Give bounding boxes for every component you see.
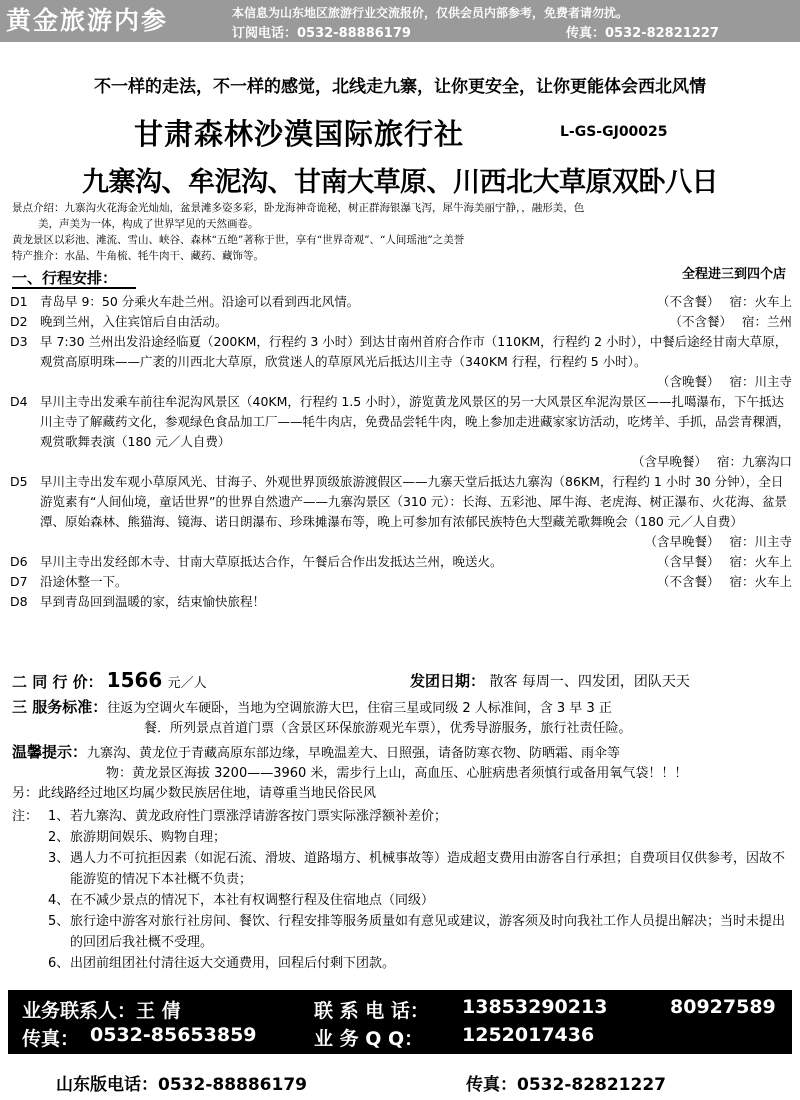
itinerary-heading: 一、行程安排： bbox=[12, 269, 118, 287]
depart-info bbox=[410, 670, 690, 691]
day-meal: （含晚餐） bbox=[656, 374, 720, 389]
itinerary-day bbox=[10, 332, 792, 392]
note-text: 若九寨沟、黄龙政府性门票涨浮请游客按门票实际涨浮额补差价； bbox=[70, 809, 448, 824]
day-number: D1 bbox=[10, 294, 28, 309]
depart-value: 散客 每周一、四发团，团队天天 bbox=[489, 674, 690, 690]
note-text: 遇人力不可抗拒因素（如泥石流、滑坡、道路塌方、机械事故等）造成超支费用由游客自行承担；自费项目仅供参考，因故不能游览的情况下本社概不负责； bbox=[70, 851, 786, 887]
tips-section bbox=[12, 742, 792, 784]
note-number: 2、 bbox=[48, 830, 70, 845]
price-unit: 元／人 bbox=[167, 676, 207, 691]
service-line: 往返为空调火车硬卧，当地为空调旅游大巴，住宿三星或同级 2 人标准间，含 3 早 3 正 bbox=[107, 701, 612, 716]
intro-line: 景点介绍：九寨沟火花海金光灿灿，盆景滩多姿多彩，卧龙海神奇诡秘，树正群海银瀑飞泻，犀牛海美丽宁静，，融形美，色 bbox=[12, 202, 585, 214]
note-item bbox=[12, 953, 792, 974]
itinerary-day bbox=[10, 392, 792, 472]
contact-qq-label: 业 务 Q Q： bbox=[314, 1028, 424, 1050]
price-value: 1566 bbox=[106, 668, 163, 692]
note-number: 1、 bbox=[48, 809, 70, 824]
service-heading: 三 服务标准： bbox=[12, 698, 108, 716]
tips-heading: 温馨提示： bbox=[12, 743, 88, 761]
itinerary-day bbox=[10, 292, 792, 312]
note-number: 5、 bbox=[48, 914, 70, 929]
day-meal: （含早晚餐） bbox=[631, 454, 707, 469]
tips-line: 九寨沟、黄龙位于青藏高原东部边缘，早晚温差大、日照强，请备防寒衣物、防晒霜、雨伞等 bbox=[87, 746, 621, 761]
notes-lead: 注： bbox=[12, 809, 39, 824]
day-number: D4 bbox=[10, 394, 28, 409]
note-item bbox=[12, 806, 792, 827]
day-text: 早川主寺出发经郎木寺、甘南大草原抵达合作，午餐后合作出发抵达兰州，晚送火。 bbox=[40, 554, 503, 569]
header-notice: 本信息为山东地区旅游行业交流报价，仅供会员内部参考，免费者请勿扰。 bbox=[232, 6, 629, 20]
footer-fax: 传真：0532-82821227 bbox=[466, 1075, 666, 1095]
agency-license: L-GS-GJ00025 bbox=[560, 124, 668, 140]
day-stay: 宿：火车上 bbox=[729, 554, 792, 569]
day-number: D6 bbox=[10, 554, 28, 569]
heading-underline bbox=[12, 287, 136, 289]
note-number: 6、 bbox=[48, 956, 70, 971]
day-stay: 宿：火车上 bbox=[729, 294, 792, 309]
intro-line: 美，声美为一体，构成了世界罕见的天然画卷。 bbox=[38, 218, 259, 230]
intro-block bbox=[12, 200, 792, 264]
contact-qq: 1252017436 bbox=[462, 1024, 595, 1046]
contact-box bbox=[8, 990, 792, 1054]
service-section bbox=[12, 697, 792, 739]
day-stay: 宿：川主寺 bbox=[729, 374, 792, 389]
contact-fax-label: 传真： bbox=[22, 1028, 80, 1050]
brand-title: 黄金旅游内参 bbox=[6, 6, 169, 35]
price-heading: 二 同 行 价： bbox=[12, 673, 103, 691]
shop-tag: 全程进三到四个店 bbox=[681, 267, 786, 282]
day-meal: （含早晚餐） bbox=[644, 534, 720, 549]
agency-name: 甘肃森林沙漠国际旅行社 bbox=[134, 117, 465, 151]
day-text: 早到青岛回到温暖的家，结束愉快旅程！ bbox=[40, 594, 266, 609]
day-text: 青岛早 9：50 分乘火车赴兰州。沿途可以看到西北风情。 bbox=[40, 294, 360, 309]
day-number: D5 bbox=[10, 474, 28, 489]
day-text: 早川主寺出发乘车前往牟泥沟风景区（40KM，行程约 1.5 小时），游览黄龙风景区的另一大风景区牟泥沟景区——扎噶瀑布，下午抵达川主寺了解藏药文化，参观绿色食品加工厂——牦牛肉店，免费品尝牦牛肉，晚上参加走进藏家家访活动，吃烤羊、手抓，品尝青稞酒，观赏歌舞表演（180 元／人自费） bbox=[40, 394, 791, 449]
footer-phone: 山东版电话：0532-88886179 bbox=[56, 1075, 307, 1095]
day-stay: 宿：川主寺 bbox=[729, 534, 792, 549]
day-number: D2 bbox=[10, 314, 28, 329]
price-section bbox=[12, 668, 207, 692]
day-stay: 宿：九寨沟口 bbox=[716, 454, 792, 469]
note-item bbox=[12, 890, 792, 911]
itinerary-day bbox=[10, 312, 792, 332]
note-number: 4、 bbox=[48, 893, 70, 908]
note-text: 旅行途中游客对旅行社房间、餐饮、行程安排等服务质量如有意见或建议，游客须及时向我社工作人员提出解决；当时未提出的回团后我社概不受理。 bbox=[70, 914, 786, 950]
day-number: D7 bbox=[10, 574, 28, 589]
contact-person: 业务联系人：王 倩 bbox=[22, 1000, 181, 1022]
note-text: 旅游期间娱乐、购物自理； bbox=[70, 830, 227, 845]
itinerary-day bbox=[10, 552, 792, 572]
day-text: 晚到兰州，入住宾馆后自由活动。 bbox=[40, 314, 228, 329]
note-text: 在不减少景点的情况下，本社有权调整行程及住宿地点（同级） bbox=[70, 893, 435, 908]
itinerary-day bbox=[10, 572, 792, 592]
itinerary-list bbox=[10, 292, 792, 612]
customs-note: 另：此线路经过地区均属少数民族居住地，请尊重当地民俗民风 bbox=[12, 786, 377, 801]
tips-line: 物：黄龙景区海拔 3200——3960 米，需步行上山，高血压、心脏病患者须慎行或备用氧气袋！！！ bbox=[106, 766, 688, 781]
contact-phone-2: 80927589 bbox=[670, 996, 776, 1018]
day-meal: （不含餐） bbox=[669, 314, 732, 329]
day-text: 早 7:30 兰州出发沿途经临夏（200KM，行程约 3 小时）到达甘南州首府合作市（110KM，行程约 2 小时），中餐后途经甘南大草原，观赏高原明珠——广袤的川西北大草原，欣赏迷人的草原风光后抵达川主寺（340KM 行程，行程约 5 小时）。 bbox=[40, 334, 788, 369]
day-text: 沿途休整一下。 bbox=[40, 574, 128, 589]
day-meal: （不含餐） bbox=[656, 574, 720, 589]
notes-list bbox=[12, 806, 792, 974]
note-text: 出团前组团社付清往返大交通费用，回程后付剩下团款。 bbox=[70, 956, 396, 971]
contact-fax: 0532-85653859 bbox=[90, 1024, 257, 1046]
itinerary-day bbox=[10, 472, 792, 552]
note-number: 3、 bbox=[48, 851, 70, 866]
slogan: 不一样的走法，不一样的感觉，北线走九寨，让你更安全，让你更能体会西北风情 bbox=[94, 77, 706, 97]
route-title: 九寨沟、牟泥沟、甘南大草原、川西北大草原双卧八日 bbox=[82, 167, 718, 198]
day-number: D3 bbox=[10, 334, 28, 349]
note-item bbox=[12, 848, 792, 890]
itinerary-day bbox=[10, 592, 792, 612]
subscribe-phone: 订阅电话：0532-88886179 bbox=[232, 26, 411, 41]
day-stay: 宿：兰州 bbox=[741, 314, 792, 329]
contact-phone-1: 13853290213 bbox=[462, 996, 608, 1018]
note-item bbox=[12, 827, 792, 848]
header-fax: 传真：0532-82821227 bbox=[566, 26, 719, 41]
day-meal: （含早餐） bbox=[656, 554, 720, 569]
note-item bbox=[12, 911, 792, 953]
day-stay: 宿：火车上 bbox=[729, 574, 792, 589]
day-text: 早川主寺出发车观小草原风光、甘海子、外观世界顶级旅游渡假区——九寨天堂后抵达九寨沟（86KM，行程约 1 小时 30 分钟），全日游览素有“人间仙境，童话世界”的世界自然遗产——九寨沟景区（310 元）：长海、五彩池、犀牛海、老虎海、树正瀑布、火花海、盆景潭、原始森林、熊猫海、镜海、诺日朗瀑布、珍珠摊瀑布等，晚上可参加有浓郁民族特色大型藏羌歌舞晚会（180 元／人自费） bbox=[40, 474, 788, 529]
day-number: D8 bbox=[10, 594, 28, 609]
depart-label: 发团日期： bbox=[410, 672, 486, 690]
contact-phone-label: 联 系 电 话： bbox=[314, 1000, 429, 1022]
service-line: 餐．所列景点首道门票（含景区环保旅游观光车票），优秀导游服务，旅行社责任险。 bbox=[144, 721, 632, 736]
header-banner bbox=[0, 0, 800, 42]
intro-line: 黄龙景区以彩池、滩流、雪山、峡谷、森林“五绝”著称于世，享有“世界奇观”、“人间瑶池”之美誉 bbox=[12, 234, 465, 246]
intro-line: 特产推介：水晶、牛角梳、牦牛肉干、藏药、藏饰等。 bbox=[12, 250, 264, 262]
day-meal: （不含餐） bbox=[656, 294, 720, 309]
